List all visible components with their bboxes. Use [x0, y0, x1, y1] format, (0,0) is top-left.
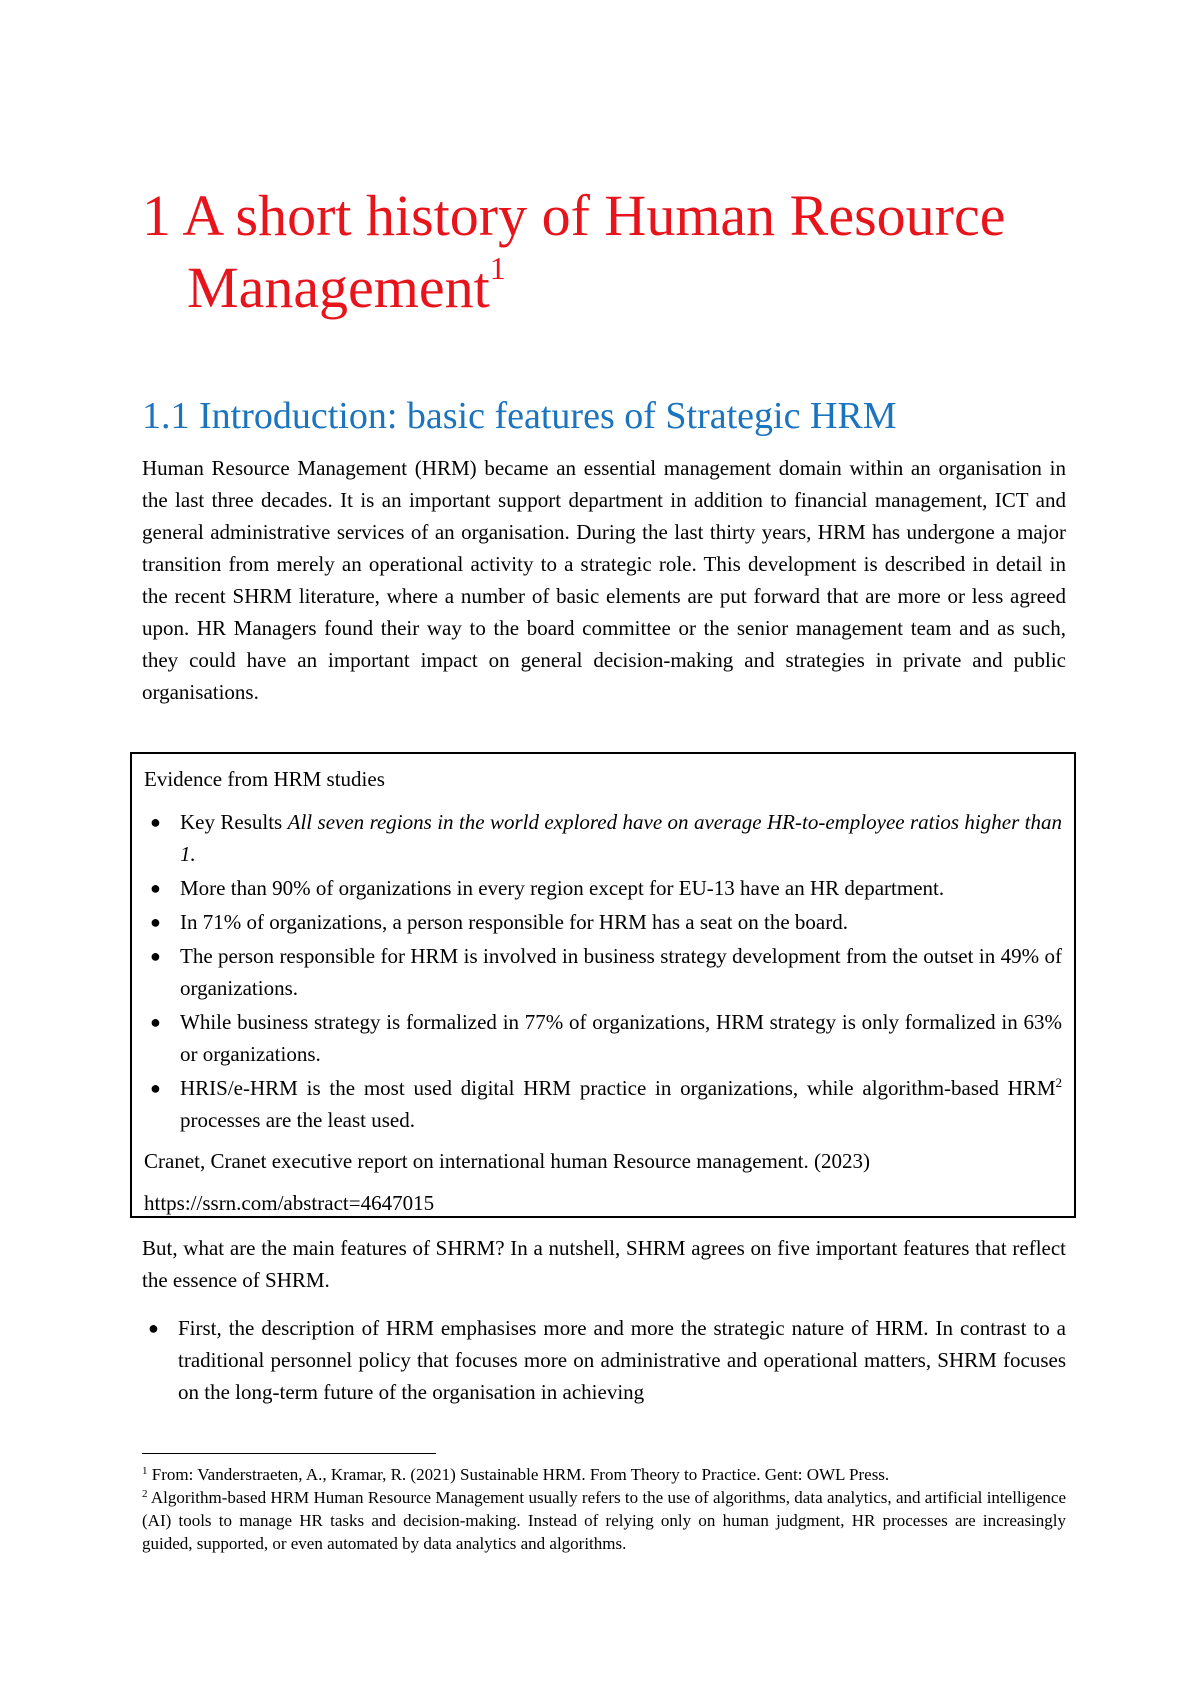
evidence-title: Evidence from HRM studies: [144, 767, 385, 791]
bullet-icon: ●: [150, 1012, 161, 1032]
shrm-question-paragraph: But, what are the main features of SHRM? In a nutshell, SHRM agrees on five important features that reflect the essence of SHRM.: [142, 1236, 1066, 1292]
evidence-item: [144, 906, 1062, 938]
chapter-title-line1: A short history of Human Resource: [182, 183, 1006, 248]
section-title-text: Introduction: basic features of Strategic HRM: [199, 395, 897, 437]
evidence-item: [144, 1006, 1062, 1070]
evidence-list: [144, 806, 1062, 1136]
footnote-number: 1: [142, 1465, 148, 1477]
intro-paragraph: Human Resource Management (HRM) became an essential management domain within an organisation in the last three decades. It is an important support department in addition to financial management, ICT and general administrative services of an organisation. During the last thirty years, HRM has undergone a major transition from merely an operational activity to a strategic role. This development is described in detail in the recent SHRM literature, where a number of basic elements are put forward that are more or less agreed upon. HR Managers found their way to the board committee or the senior management team and as such, they could have an important impact on general decision-making and strategies in private and public organisations.: [142, 456, 1066, 704]
evidence-item: [144, 872, 1062, 904]
feature-item: [142, 1312, 1066, 1408]
evidence-item-text: In 71% of organizations, a person responsible for HRM has a seat on the board.: [180, 910, 848, 934]
evidence-item-text: More than 90% of organizations in every region except for EU-13 have an HR department.: [180, 876, 945, 900]
footnote-ref-2[interactable]: 2: [1055, 1075, 1062, 1090]
section-number: 1.1: [142, 395, 190, 437]
evidence-item-last: [144, 1072, 1062, 1136]
bullet-icon: ●: [150, 946, 161, 966]
footnote-number: 2: [142, 1488, 148, 1500]
feature-item-text: First, the description of HRM emphasises more and more the strategic nature of HRM. In contrast to a traditional personnel policy that focuses more on administrative and operational matters, SHRM focuses on the long-term future of the organisation in achieving: [178, 1316, 1066, 1404]
evidence-url-link[interactable]: https://ssrn.com/abstract=4647015: [144, 1191, 435, 1215]
footnote-text: Algorithm-based HRM Human Resource Management usually refers to the use of algorithms, data analytics, and artificial intelligence (AI) tools to manage HR tasks and decision-making. Instead of relying only on human judgment, HR processes are increasingly guided, supported, or even automated by data analytics and algorithms.: [142, 1488, 1067, 1553]
footnote-text: From: Vanderstraeten, A., Kramar, R. (2021) Sustainable HRM. From Theory to Practice. Gent: OWL Press.: [151, 1465, 890, 1484]
evidence-item-text: While business strategy is formalized in 77% of organizations, HRM strategy is only formalized in 63% or organizations.: [180, 1010, 1062, 1066]
evidence-item: [144, 940, 1062, 1004]
bullet-icon: ●: [148, 1318, 159, 1338]
evidence-item-text: The person responsible for HRM is involved in business strategy development from the outset in 49% of organizations.: [180, 944, 1062, 1000]
chapter-title-line2: Management: [187, 255, 490, 320]
footnote-ref-1[interactable]: 1: [489, 250, 506, 286]
evidence-item-text: HRIS/e-HRM is the most used digital HRM practice in organizations, while algorithm-based HRM: [180, 1076, 1056, 1100]
bullet-icon: ●: [150, 812, 161, 832]
footnote-1: [142, 1463, 1066, 1486]
bullet-icon: ●: [150, 878, 161, 898]
chapter-number: 1: [142, 183, 171, 248]
evidence-box: [130, 752, 1076, 1218]
bullet-icon: ●: [150, 912, 161, 932]
chapter-title: [142, 180, 1092, 324]
footnote-divider: [142, 1453, 436, 1454]
evidence-item-text-after: processes are the least used.: [180, 1108, 415, 1132]
feature-list: [142, 1312, 1066, 1408]
key-text: All seven regions in the world explored have on average HR-to-employee ratios higher than 1.: [180, 810, 1062, 866]
bullet-icon: ●: [150, 1078, 161, 1098]
section-title: [142, 392, 1092, 440]
evidence-source: Cranet, Cranet executive report on international human Resource management. (2023): [144, 1149, 870, 1173]
key-label: Key Results: [180, 810, 283, 834]
footnotes: [142, 1463, 1066, 1555]
evidence-item-key: [144, 806, 1062, 870]
footnote-2: [142, 1486, 1066, 1555]
